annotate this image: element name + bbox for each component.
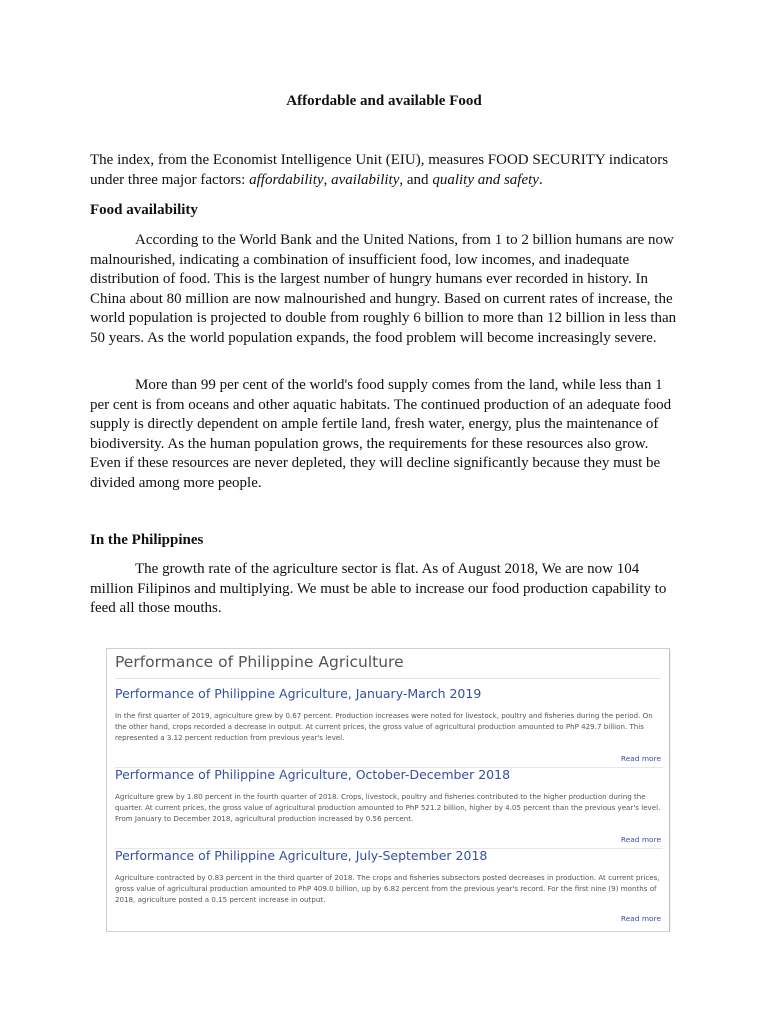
panel-title: Performance of Philippine Agriculture xyxy=(115,653,404,671)
intro-paragraph xyxy=(90,151,680,190)
article-title-link[interactable]: Performance of Philippine Agriculture, July-September 2018 xyxy=(115,848,488,863)
article-summary: Agriculture contracted by 0.83 percent in the third quarter of 2018. The crops and fisheries subsectors posted decreases in production. At current prices, gross value of agricultural production amounted to PhP 409.0 billion, up by 6.82 percent from the previous year's record. For the first nine (9) months of 2018, agriculture posted a 0.15 percent increase in output. xyxy=(115,873,660,905)
food-availability-paragraph-2: More than 99 per cent of the world's food supply comes from the land, while less than 1 per cent is from oceans and other aquatic habitats. The continued production of an adequate food supply is directly dependent on ample fertile land, fresh water, energy, plus the maintenance of biodiversity. As the human population grows, the requirements for these resources also grow. Even if these resources are never depleted, they will decline significantly because they must be divided among more people. xyxy=(90,377,672,491)
food-availability-paragraph-1: According to the World Bank and the United Nations, from 1 to 2 billion humans are now malnourished, indicating a combination of insufficient food, low incomes, and inadequate distribution of food. This is the largest number of hungry humans ever recorded in history. In China about 80 million are now malnourished and hungry. Based on current rates of increase, the world population is projected to double from roughly 6 billion to more than 12 billion in less than 50 years. As the world population expands, the food problem will become increasingly severe. xyxy=(90,232,677,346)
article-summary: In the first quarter of 2019, agriculture grew by 0.67 percent. Production increases were noted for livestock, poultry and fisheries during the period. On the other hand, crops recorded a decrease in output. At current prices, the gross value of agricultural production amounted to PhP 429.7 billion. This represented a 3.12 percent reduction from previous year's level. xyxy=(115,711,653,743)
intro-affordability: affordability xyxy=(249,171,324,188)
agriculture-performance-screenshot xyxy=(106,648,670,932)
intro-end: . xyxy=(538,171,543,188)
intro-separator-1: , xyxy=(323,171,332,188)
intro-availability: availability xyxy=(331,171,400,188)
article-title-link[interactable]: Performance of Philippine Agriculture, October-December 2018 xyxy=(115,767,511,782)
panel-title-divider xyxy=(115,678,661,679)
intro-quality-safety: quality and safety xyxy=(432,171,539,188)
article-summary: Agriculture grew by 1.80 percent in the fourth quarter of 2018. Crops, livestock, poultry and fisheries contributed to the higher production during the quarter. At current prices, the gross value of agricultural production amounted to PhP 521.2 billion, higher by 4.05 percent than the previous year's level. From January to December 2018, agricultural production increased by 0.56 percent. xyxy=(115,792,661,824)
intro-separator-2: , and xyxy=(399,171,433,188)
read-more-link[interactable]: Read more xyxy=(620,754,661,763)
section-heading-food-availability: Food availability xyxy=(90,202,198,218)
philippines-paragraph: The growth rate of the agriculture sector is flat. As of August 2018, We are now 104 million Filipinos and multiplying. We must be able to increase our food production capability to feed all those mouths. xyxy=(90,561,667,617)
section-heading-philippines: In the Philippines xyxy=(90,532,204,548)
read-more-link[interactable]: Read more xyxy=(620,835,661,844)
intro-text: The index, from the Economist Intelligence Unit (EIU), measures FOOD SECURITY indicators under three major factors: xyxy=(90,152,669,188)
document-title: Affordable and available Food xyxy=(286,93,482,109)
article-title-link[interactable]: Performance of Philippine Agriculture, January-March 2019 xyxy=(115,686,482,701)
read-more-link[interactable]: Read more xyxy=(620,914,661,923)
